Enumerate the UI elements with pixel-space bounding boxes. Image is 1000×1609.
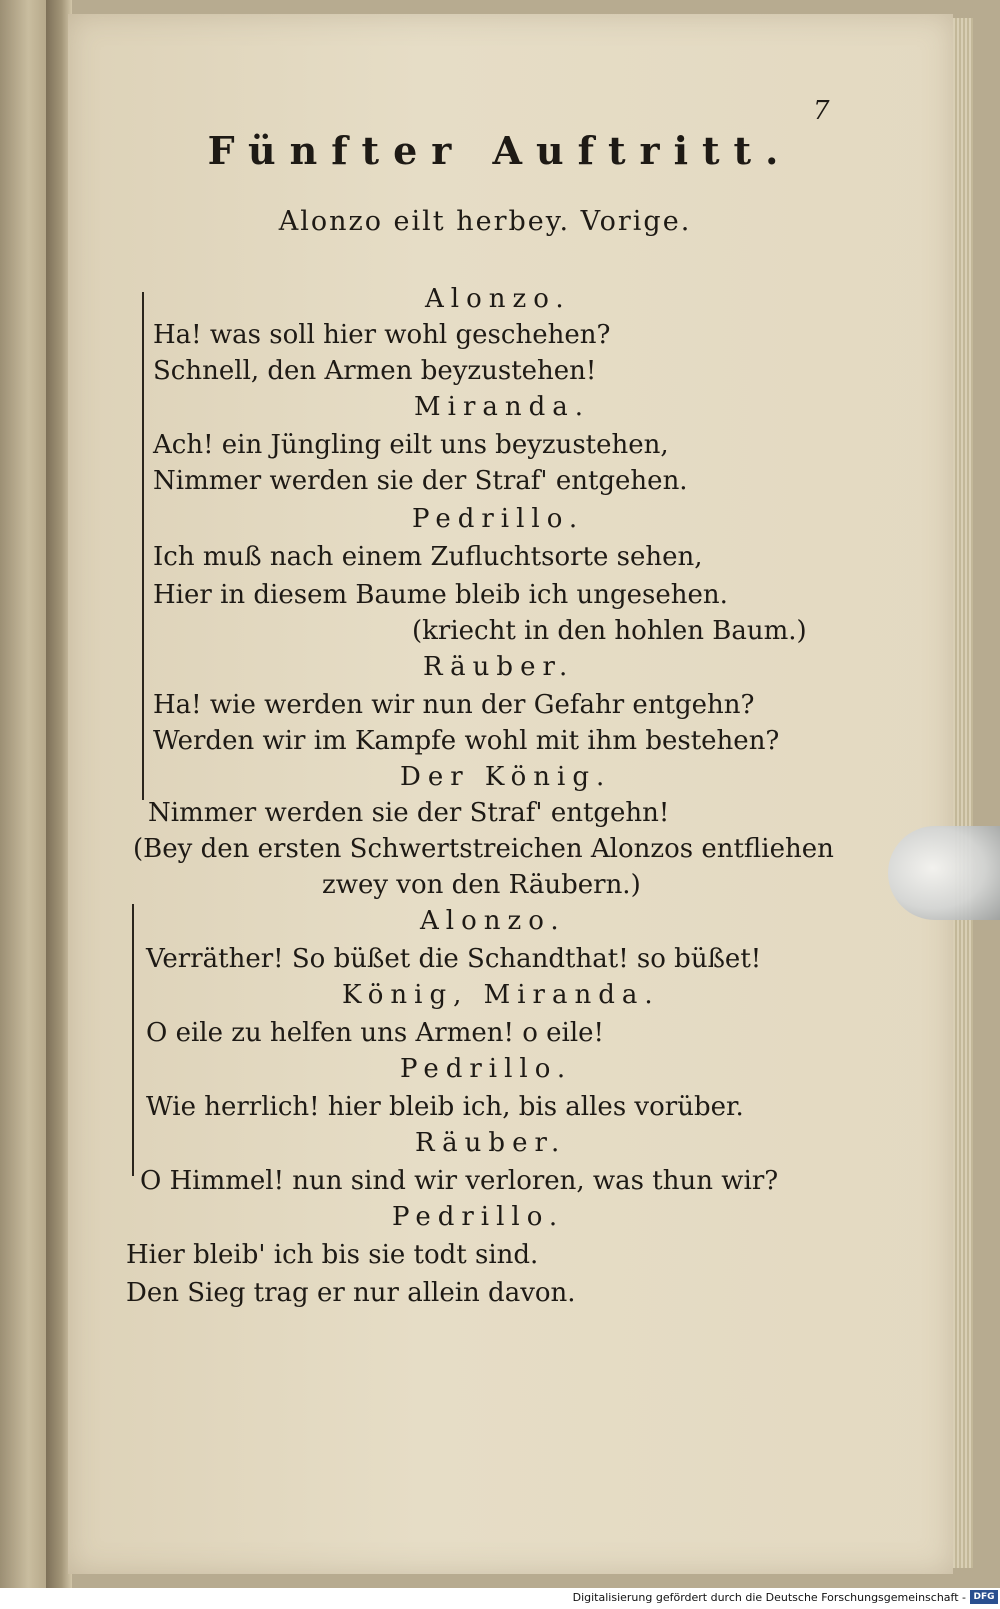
- verse-line: Schnell, den Armen beyzustehen!: [153, 356, 597, 386]
- verse-line: Wie herrlich! hier bleib ich, bis alles vorüber.: [146, 1092, 744, 1122]
- page-edges: [953, 18, 973, 1568]
- page-number: 7: [813, 96, 830, 126]
- verse-line: Hier in diesem Baume bleib ich ungesehen.: [153, 580, 728, 610]
- verse-line: Ich muß nach einem Zufluchtsorte sehen,: [153, 542, 703, 572]
- verse-line: Hier bleib' ich bis sie todt sind.: [126, 1240, 539, 1270]
- verse-line: Den Sieg trag er nur allein davon.: [126, 1278, 576, 1308]
- speaker-name: Räuber.: [415, 1128, 567, 1158]
- verse-line: Verräther! So büßet die Schandthat! so büßet!: [146, 944, 762, 974]
- ensemble-brace-upper: [142, 292, 144, 800]
- stage-direction-line: zwey von den Räubern.): [322, 870, 641, 900]
- verse-line: Ach! ein Jüngling eilt uns beyzustehen,: [153, 430, 669, 460]
- book-page: [68, 14, 953, 1574]
- digitization-credit: Digitalisierung gefördert durch die Deutsche Forschungsgemeinschaft -: [572, 1591, 966, 1604]
- scene-heading: Fünfter Auftritt.: [207, 128, 793, 173]
- verse-line: O eile zu helfen uns Armen! o eile!: [146, 1018, 604, 1048]
- speaker-name: Pedrillo.: [412, 504, 585, 534]
- speaker-name: Räuber.: [423, 652, 575, 682]
- verse-line: Werden wir im Kampfe wohl mit ihm bestehen?: [153, 726, 780, 756]
- verse-line: Nimmer werden sie der Straf' entgehen.: [153, 466, 688, 496]
- stage-direction-line: (Bey den ersten Schwertstreichen Alonzos entfliehen: [133, 834, 834, 864]
- speaker-name: König, Miranda.: [342, 980, 660, 1010]
- facing-page-edge: [0, 0, 52, 1588]
- verse-line: Ha! wie werden wir nun der Gefahr entgehn?: [153, 690, 755, 720]
- speaker-name: Pedrillo.: [400, 1054, 573, 1084]
- verse-line: Nimmer werden sie der Straf' entgehn!: [148, 798, 670, 828]
- stage-direction-line: (kriecht in den hohlen Baum.): [412, 616, 807, 646]
- speaker-name: Miranda.: [414, 392, 591, 422]
- verse-line: O Himmel! nun sind wir verloren, was thun wir?: [140, 1166, 779, 1196]
- speaker-name: Alonzo.: [425, 284, 571, 314]
- page-holder-clip: [888, 826, 1000, 920]
- speaker-name: Pedrillo.: [392, 1202, 565, 1232]
- stage-direction: Alonzo eilt herbey. Vorige.: [278, 206, 692, 237]
- speaker-name: Alonzo.: [420, 906, 566, 936]
- dfg-logo: DFG: [970, 1590, 998, 1604]
- speaker-name: Der König.: [400, 762, 612, 792]
- verse-line: Ha! was soll hier wohl geschehen?: [153, 320, 611, 350]
- ensemble-brace-lower: [132, 904, 134, 1176]
